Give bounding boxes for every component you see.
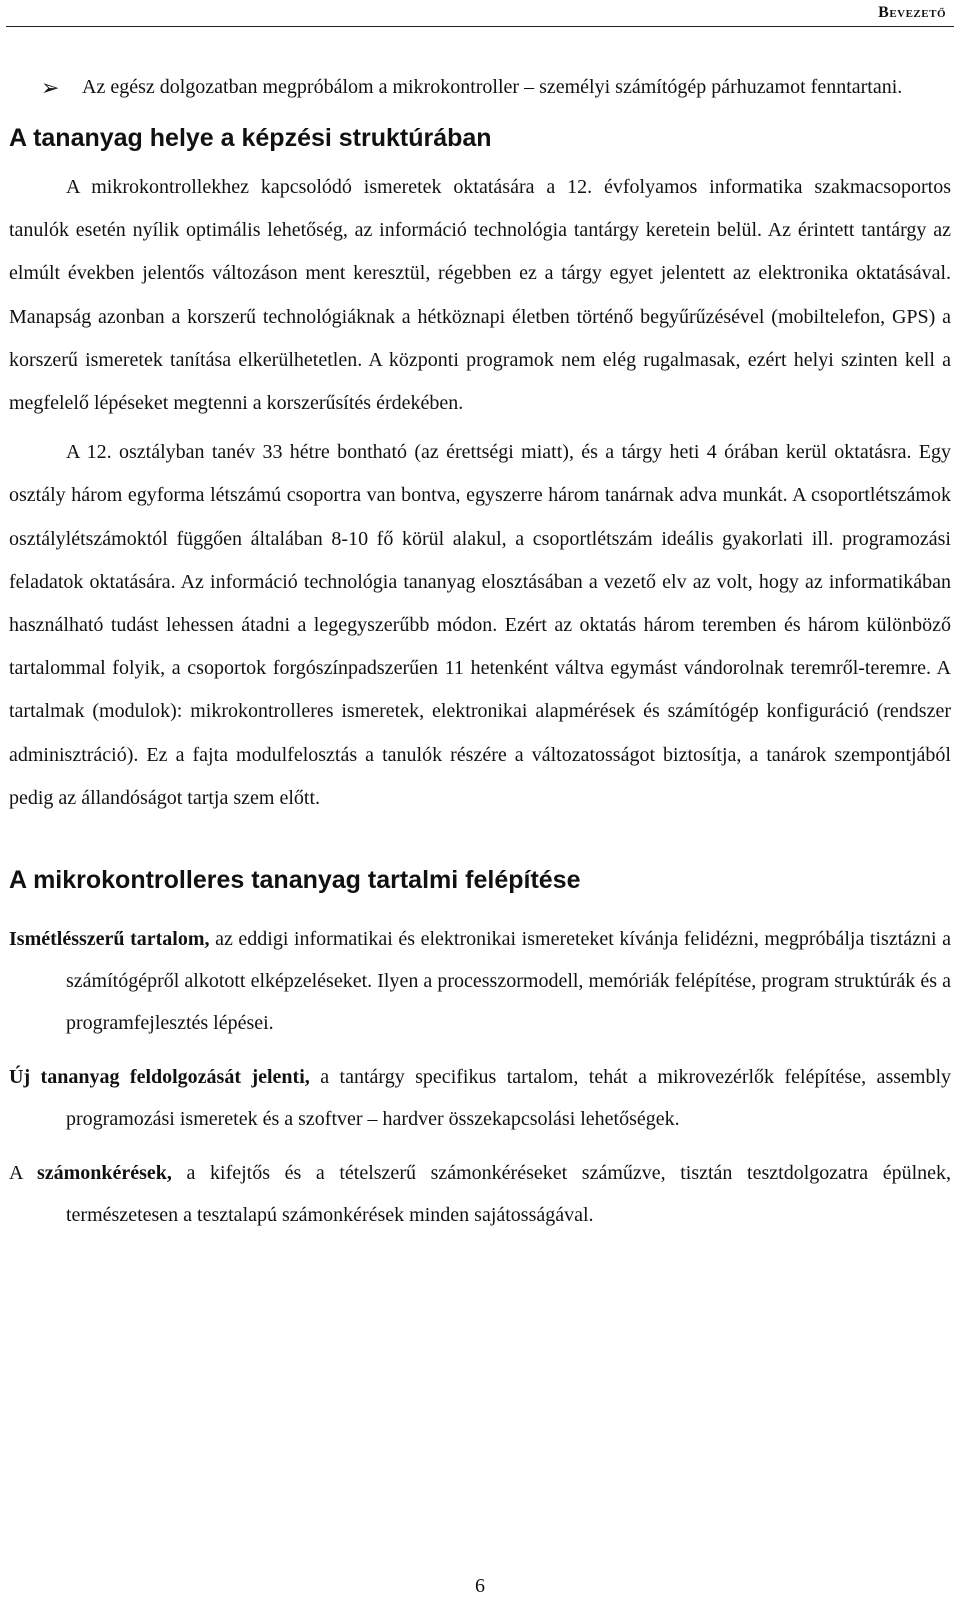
intro-bullet bbox=[9, 66, 951, 109]
definition-lead: A bbox=[9, 1162, 37, 1185]
definition-text: az eddigi informatikai és elektronikai ismereteket kívánja felidézni, megpróbálja tisztázni a számítógépről alkotott elképzeléseket. Ilyen a processzormodell, memóriák felépítése, program struktúrák és a programfejlesztés lépései. bbox=[66, 928, 951, 1035]
running-header: Bevezető bbox=[878, 4, 946, 21]
definition-term: számonkérések, bbox=[36, 1162, 172, 1185]
definition-item bbox=[9, 1056, 951, 1140]
arrow-right-icon: ➢ bbox=[41, 75, 60, 100]
page-body bbox=[9, 66, 951, 1248]
definition-item bbox=[9, 918, 951, 1044]
section-heading: A mikrokontrolleres tananyag tartalmi felépítése bbox=[9, 866, 581, 895]
paragraph: A 12. osztályban tanév 33 hétre bontható (az érettségi miatt), és a tárgy heti 4 órában kerül oktatásra. Egy osztály három egyforma létszámú csoportra van bontva, egyszerre három tanárnak adva munkát. A csoportlétszámok osztálylétszámoktól függően általában 8-10 fő körül alakul, a csoportlétszám ideális gyakorlati ill. programozási feladatok oktatására. Az információ technológia tananyag elosztásában a vezető elv az volt, hogy az informatikában használható tudást lehessen átadni a legegyszerűbb módon. Ezért az oktatás három teremben és három különböző tartalommal folyik, a csoportok forgószínpadszerűen 11 hetenként váltva egymást vándorolnak teremről-teremre. A tartalmak (modulok): mikrokontrolleres ismeretek, elektronikai alapmérések és számítógép konfiguráció (rendszer adminisztráció). Ez a fajta modulfelosztás a tanulók részére a változatosságot biztosítja, a tanárok szempontjából pedig az állandóságot tartja szem előtt. bbox=[9, 441, 951, 809]
paragraph: A mikrokontrollekhez kapcsolódó ismeretek oktatására a 12. évfolyamos informatika szakmacsoportos tanulók esetén nyílik optimális lehetőség, az információ technológia tantárgy keretein belül. Az érintett tantárgy az elmúlt években jelentős változáson ment keresztül, régebben ez a tárgy egyet jelentett az elektronika oktatásával. Manapság azonban a korszerű technológiáknak a hétköznapi életben történő begyűrűzésével (mobiltelefon, GPS) a korszerű ismeretek tanítása elkerülhetetlen. A központi programok nem elég rugalmasak, ezért helyi szinten kell a megfelelő lépéseket megtenni a korszerűsítés érdekében. bbox=[9, 176, 951, 415]
section-heading: A tananyag helye a képzési struktúrában bbox=[9, 124, 492, 152]
page-number: 6 bbox=[475, 1575, 485, 1597]
definition-item bbox=[9, 1152, 951, 1236]
definition-term: Új tananyag feldolgozását jelenti, bbox=[9, 1066, 310, 1089]
header-rule bbox=[6, 26, 954, 27]
definition-term: Ismétlésszerű tartalom, bbox=[9, 928, 210, 951]
intro-bullet-text: Az egész dolgozatban megpróbálom a mikrokontroller – személyi számítógép párhuzamot fenntartani. bbox=[82, 76, 903, 98]
definition-text: a kifejtős és a tételszerű számonkéréseket száműzve, tisztán tesztdolgozatra épülnek, természetesen a tesztalapú számonkérések minden sajátosságával. bbox=[66, 1162, 952, 1227]
definition-text: a tantárgy specifikus tartalom, tehát a mikrovezérlők felépítése, assembly programozási ismeretek és a szoftver – hardver összekapcsolási lehetőségek. bbox=[66, 1066, 951, 1131]
